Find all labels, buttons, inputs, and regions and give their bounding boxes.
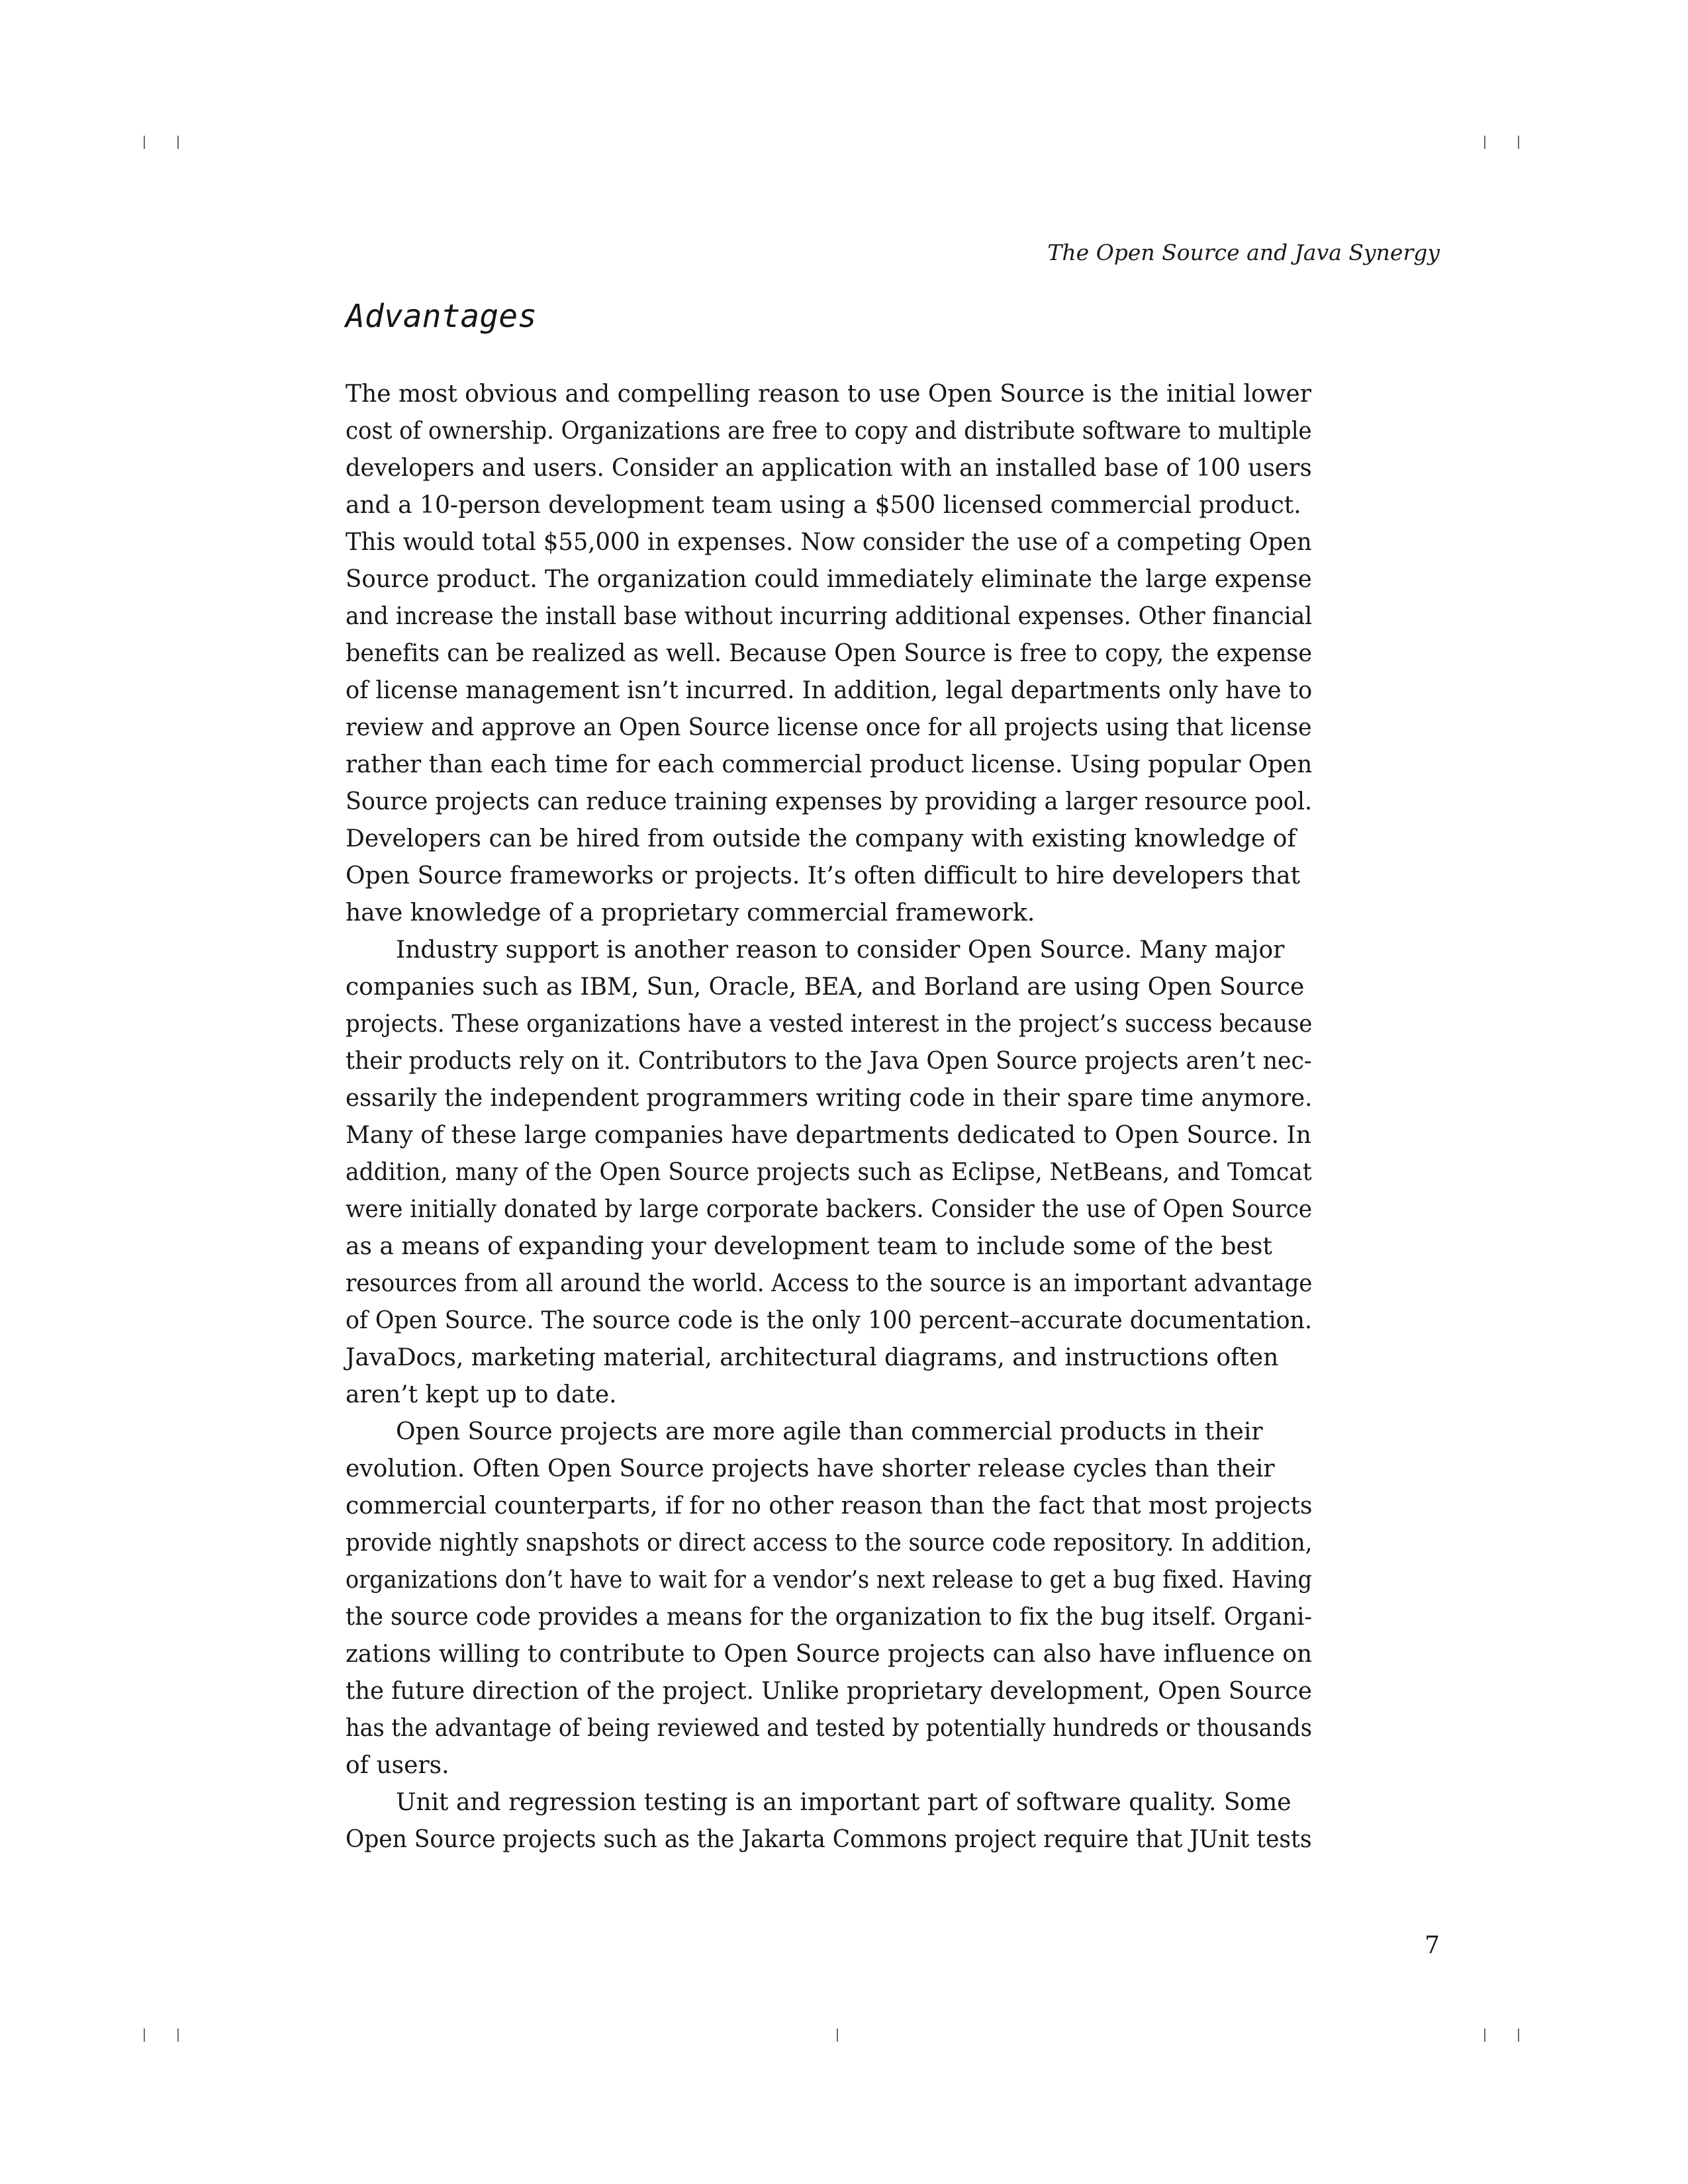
- text-line: commercial counterparts, if for no other reason than the fact that most projects: [346, 1492, 1313, 1520]
- paragraph-3: [346, 1414, 1312, 1784]
- text-line: of users.: [346, 1752, 449, 1779]
- text-line: companies such as IBM, Sun, Oracle, BEA, and Borland are using Open Source: [346, 974, 1305, 1001]
- text-line: were initially donated by large corporate backers. Consider the use of Open Source: [346, 1196, 1313, 1223]
- crop-mark-bottom-center: [837, 2028, 838, 2042]
- crop-mark-bottom-right-inner: [1484, 2028, 1485, 2042]
- text-line: rather than each time for each commercial product license. Using popular Open: [346, 751, 1313, 778]
- page-number: 7: [1425, 1932, 1440, 1959]
- paragraph-2: [346, 932, 1312, 1414]
- text-line: The most obvious and compelling reason to use Open Source is the initial lower: [346, 381, 1312, 408]
- text-line: addition, many of the Open Source projects such as Eclipse, NetBeans, and Tomcat: [346, 1159, 1312, 1186]
- text-line: cost of ownership. Organizations are free to copy and distribute software to multiple: [346, 418, 1312, 445]
- text-line: projects. These organizations have a vested interest in the project’s success because: [346, 1011, 1313, 1038]
- paragraph-1: [346, 376, 1312, 932]
- text-line: as a means of expanding your development team to include some of the best: [346, 1233, 1272, 1260]
- crop-mark-top-right-inner: [1484, 136, 1485, 149]
- text-line: the source code provides a means for the organization to fix the bug itself. Organi-: [346, 1604, 1313, 1631]
- text-line: Source product. The organization could immediately eliminate the large expense: [346, 566, 1312, 593]
- text-line: This would total $55,000 in expenses. Now consider the use of a competing Open: [346, 529, 1312, 556]
- text-line: and increase the install base without incurring additional expenses. Other financial: [346, 603, 1313, 630]
- paragraph-4: [346, 1784, 1312, 1858]
- text-line: have knowledge of a proprietary commercial framework.: [346, 899, 1035, 927]
- running-head: The Open Source and Java Synergy: [1047, 240, 1440, 265]
- text-line: resources from all around the world. Access to the source is an important advantage: [346, 1270, 1313, 1297]
- text-line: of license management isn’t incurred. In addition, legal departments only have to: [346, 677, 1313, 704]
- text-line: Source projects can reduce training expenses by providing a larger resource pool.: [346, 788, 1313, 815]
- text-line: zations willing to contribute to Open Source projects can also have influence on: [346, 1641, 1313, 1668]
- text-line: and a 10-person development team using a $500 licensed commercial product.: [346, 492, 1301, 519]
- crop-mark-top-right-outer: [1518, 136, 1519, 149]
- text-line: developers and users. Consider an application with an installed base of 100 users: [346, 455, 1312, 482]
- text-line: Many of these large companies have departments dedicated to Open Source. In: [346, 1122, 1311, 1149]
- text-line-first-indented: Unit and regression testing is an important part of software quality. Some: [396, 1789, 1291, 1816]
- text-line: the future direction of the project. Unlike proprietary development, Open Source: [346, 1678, 1312, 1705]
- text-line-first-indented: Open Source projects are more agile than commercial products in their: [396, 1418, 1263, 1445]
- crop-mark-bottom-left-outer: [144, 2028, 145, 2042]
- text-line: evolution. Often Open Source projects have shorter release cycles than their: [346, 1455, 1275, 1482]
- text-line-first-indented: Industry support is another reason to consider Open Source. Many major: [396, 936, 1285, 964]
- text-line: JavaDocs, marketing material, architectural diagrams, and instructions often: [346, 1344, 1279, 1371]
- text-line: Developers can be hired from outside the company with existing knowledge of: [346, 825, 1296, 852]
- crop-mark-top-left-inner: [177, 136, 179, 149]
- text-line: aren’t kept up to date.: [346, 1381, 617, 1408]
- crop-mark-bottom-right-outer: [1518, 2028, 1519, 2042]
- text-line: Open Source projects such as the Jakarta Commons project require that JUnit tests: [346, 1826, 1312, 1853]
- text-line: essarily the independent programmers writing code in their spare time anymore.: [346, 1085, 1313, 1112]
- body-text: [346, 376, 1312, 1858]
- crop-mark-top-left-outer: [144, 136, 145, 149]
- section-title: Advantages: [346, 298, 537, 335]
- text-line: their products rely on it. Contributors to the Java Open Source projects aren’t nec-: [346, 1048, 1312, 1075]
- text-line: of Open Source. The source code is the only 100 percent–accurate documentation.: [346, 1307, 1313, 1334]
- text-line: Open Source frameworks or projects. It’s often difficult to hire developers that: [346, 862, 1301, 889]
- crop-mark-bottom-left-inner: [177, 2028, 179, 2042]
- text-line: has the advantage of being reviewed and tested by potentially hundreds or thousands: [346, 1715, 1312, 1742]
- text-line: review and approve an Open Source license once for all projects using that license: [346, 714, 1312, 741]
- text-line: benefits can be realized as well. Because Open Source is free to copy, the expense: [346, 640, 1312, 667]
- text-line: organizations don’t have to wait for a vendor’s next release to get a bug fixed. Having: [346, 1567, 1312, 1594]
- text-line: provide nightly snapshots or direct access to the source code repository. In addition,: [346, 1529, 1313, 1557]
